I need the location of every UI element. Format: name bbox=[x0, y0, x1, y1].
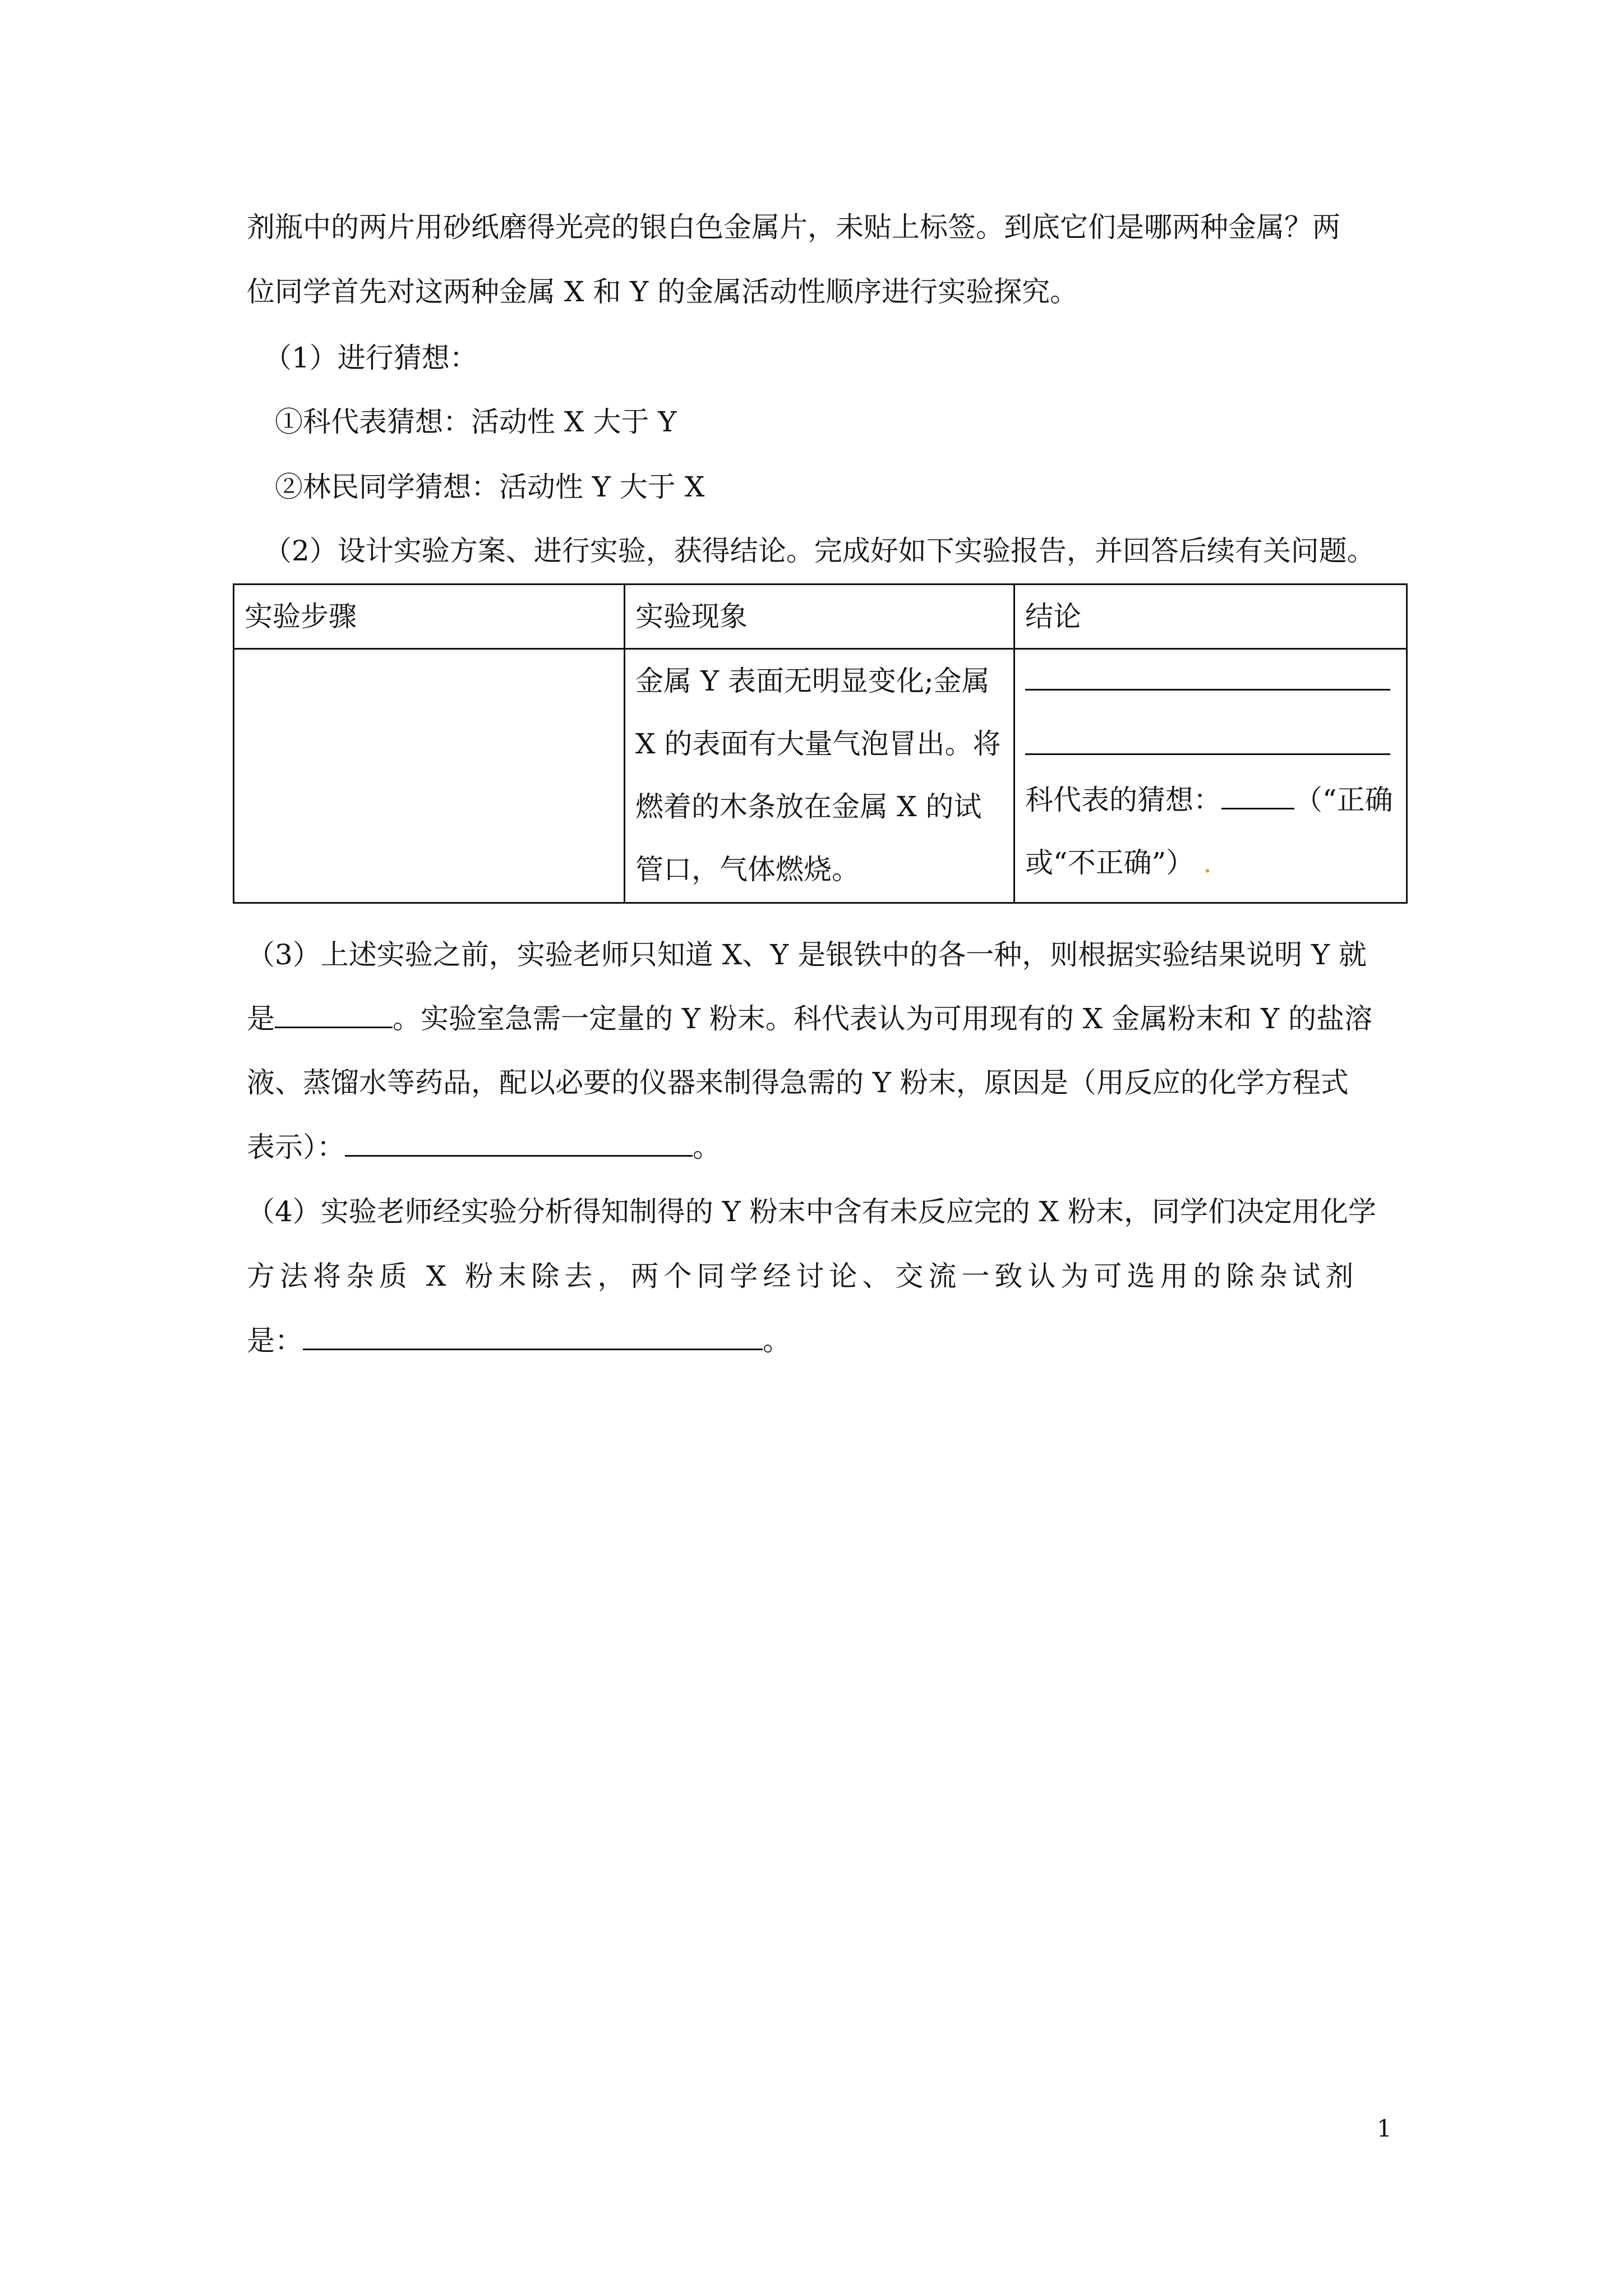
conclusion-guess-line bbox=[1025, 769, 1396, 831]
part3-line-2-suffix: 。实验室急需一定量的 Y 粉末。科代表认为可用现有的 X 金属粉末和 Y 的盐溶 bbox=[393, 1002, 1372, 1035]
header-conclusion: 结论 bbox=[1015, 585, 1407, 649]
steps-cell-empty[interactable] bbox=[234, 649, 625, 903]
guess-1: ①科代表猜想：活动性 X 大于 Y bbox=[275, 406, 677, 438]
intro-line-2: 位同学首先对这两种金属 X 和 Y 的金属活动性顺序进行实验探究。 bbox=[247, 275, 1078, 308]
part4-line-3-suffix: 。 bbox=[763, 1324, 791, 1357]
part3-line-4-prefix: 表示）： bbox=[247, 1131, 345, 1163]
phenomenon-cell bbox=[625, 649, 1015, 903]
conclusion-blank-1[interactable] bbox=[1025, 650, 1390, 691]
conclusion-blank-2[interactable] bbox=[1025, 714, 1390, 755]
table-header-row bbox=[234, 585, 1407, 649]
experiment-report-table bbox=[233, 583, 1408, 904]
conclusion-guess-suffix: （“正确 bbox=[1294, 784, 1393, 816]
page-number: 1 bbox=[1377, 2115, 1392, 2142]
part4-line-3 bbox=[247, 1324, 791, 1358]
guess-2: ②林民同学猜想：活动性 Y 大于 X bbox=[275, 471, 705, 503]
ink-dot: . bbox=[1194, 846, 1212, 879]
phenomenon-line-3: 燃着的木条放在金属 X 的试 bbox=[635, 790, 982, 823]
part4-line-1: （4）实验老师经实验分析得知制得的 Y 粉末中含有未反应完的 X 粉末，同学们决定用化学 bbox=[247, 1195, 1376, 1228]
reagent-blank[interactable] bbox=[303, 1324, 763, 1350]
conclusion-options: 或“不正确”） bbox=[1025, 846, 1195, 879]
equation-blank[interactable] bbox=[345, 1130, 693, 1157]
part3-line-2-prefix: 是 bbox=[247, 1002, 275, 1035]
phenomenon-line-2: X 的表面有大量气泡冒出。将 bbox=[635, 728, 1001, 760]
part3-line-4 bbox=[247, 1130, 721, 1164]
y-metal-blank[interactable] bbox=[275, 1002, 393, 1028]
part3-line-1: （3）上述实验之前，实验老师只知道 X、Y 是银铁中的各一种，则根据实验结果说明 Y 就 bbox=[247, 938, 1367, 971]
part2-heading: （2）设计实验方案、进行实验，获得结论。完成好如下实验报告，并回答后续有关问题。 bbox=[264, 535, 1375, 567]
intro-line-1: 剂瓶中的两片用砂纸磨得光亮的银白色金属片，未贴上标签。到底它们是哪两种金属？两 bbox=[247, 211, 1340, 243]
phenomenon-line-1: 金属 Y 表面无明显变化;金属 bbox=[635, 665, 990, 697]
conclusion-cell bbox=[1015, 649, 1407, 903]
part3-line-3: 液、蒸馏水等药品，配以必要的仪器来制得急需的 Y 粉末，原因是（用反应的化学方程式 bbox=[247, 1066, 1349, 1099]
part3-line-2 bbox=[247, 1002, 1372, 1036]
part4-line-2: 方法将杂质 X 粉末除去，两个同学经讨论、交流一致认为可选用的除杂试剂 bbox=[247, 1260, 1359, 1292]
part4-line-3-prefix: 是： bbox=[247, 1324, 303, 1357]
part3-line-4-suffix: 。 bbox=[693, 1131, 721, 1163]
phenomenon-line-4: 管口，气体燃烧。 bbox=[635, 853, 860, 886]
conclusion-guess-prefix: 科代表的猜想： bbox=[1025, 784, 1222, 816]
header-steps: 实验步骤 bbox=[234, 585, 625, 649]
conclusion-line-4 bbox=[1025, 831, 1396, 894]
part1-heading: （1）进行猜想： bbox=[264, 342, 478, 374]
header-phenomenon: 实验现象 bbox=[625, 585, 1015, 649]
table-row bbox=[234, 649, 1407, 903]
guess-judgement-blank[interactable] bbox=[1221, 783, 1294, 809]
